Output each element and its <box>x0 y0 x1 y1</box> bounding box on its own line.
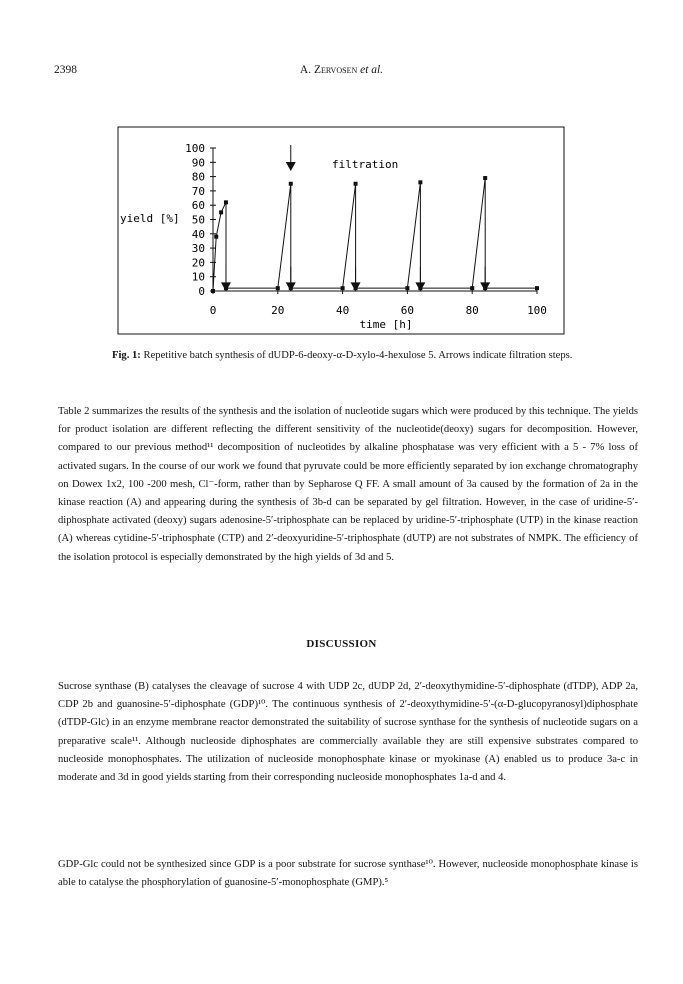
x-tick-label: 60 <box>400 304 415 317</box>
data-point <box>483 176 487 180</box>
data-point <box>214 235 218 239</box>
paragraph-discussion-1: Sucrose synthase (B) catalyses the cleavage of sucrose 4 with UDP 2c, dUDP 2d, 2′-deoxythymidine-5′-diphosphate (dTDP), ADP 2a, CDP 2b and guanosine-5′-diphosphate (GDP)¹⁰. The continuous synthesis of 2′-deoxythymidine-5′-(α-D-glucopyranosyl)diphosphate (dTDP-Glc) in an enzyme membrane reactor demonstrated the suitability of sucrose synthase for the synthesis of nucleotide sugars on a preparative scale¹¹. Although nucleoside diphosphates are commercially available they are still expensive substrates compared to nucleoside monophosphates. The utilization of nucleoside monophosphate kinase or myokinase (A) enabled us to produce 3a-c in moderate and 3d in good yields starting from their corresponding nucleoside monophosphates 1a-d and 4. <box>58 681 638 784</box>
y-tick-label: 30 <box>191 242 205 256</box>
annotation-arrow-head <box>286 162 296 171</box>
y-tick-label: 40 <box>191 227 205 241</box>
data-point <box>224 200 228 204</box>
y-tick-label: 80 <box>191 170 205 184</box>
paragraph-discussion-2: GDP-Glc could not be synthesized since GDP is a poor substrate for sucrose synthase¹⁰. However, nucleoside monophosphate kinase is able to catalyse the phosphorylation of guanosine-5′-monophosphate (GMP).⁵ <box>58 859 638 889</box>
data-point <box>211 289 215 293</box>
paragraph-results: Table 2 summarizes the results of the synthesis and the isolation of nucleotide sugars which were produced by this technique. The yields for product isolation are different reflecting the different sensitivity of the nucleotide(deoxy) sugars for decomposition. However, compared to our previous method¹¹ decomposition of nucleotides by alkaline phosphatase was very efficient with a 5 - 7% loss of activated sugars. In the course of our work we found that pyruvate could be more efficiently separated by ion exchange chromatography on Dowex 1x2, 100 -200 mesh, Cl⁻-form, rather than by Sepharose Q FF. A small amount of 3a caused by the formation of 2a in the kinase reaction (A) and appearing during the synthesis of 3b-d can be separated by gel filtration. However, in the case of uridine-5′-diphosphate activated (deoxy) sugars adenosine-5′-triphosphate can be replaced by uridine-5′-triphosphate (UTP) in the kinase reaction (A) whereas cytidine-5′-triphosphate (CTP) and 2′-deoxyuridine-5′-triphosphate (dUTP) are not substrates of NMPK. The efficiency of the isolation protocol is especially demonstrated by the high yields of 3d and 5. <box>58 406 638 563</box>
yield-series-line <box>213 178 537 291</box>
filtration-arrow-head <box>480 282 490 291</box>
author-initial: A. <box>299 64 312 76</box>
data-point <box>219 210 223 214</box>
author-suffix: et al. <box>360 64 384 76</box>
y-tick-label: 100 <box>185 142 205 155</box>
y-tick-label: 20 <box>191 256 205 270</box>
figure-caption <box>112 347 582 364</box>
filtration-annotation: filtration <box>332 158 399 171</box>
data-point <box>289 182 293 186</box>
data-point <box>535 286 539 290</box>
x-axis-label: time [h] <box>359 318 413 331</box>
page-number: 2398 <box>54 64 77 76</box>
y-tick-label: 60 <box>191 199 205 213</box>
x-tick-label: 0 <box>209 304 217 317</box>
filtration-arrow-head <box>286 282 296 291</box>
data-point <box>341 286 345 290</box>
filtration-arrow-head <box>351 282 361 291</box>
data-point <box>354 182 358 186</box>
data-point <box>405 286 409 290</box>
filtration-arrow-head <box>221 282 231 291</box>
y-tick-label: 50 <box>191 213 205 227</box>
caption-label: Fig. 1: <box>112 350 141 361</box>
y-tick-label: 0 <box>198 285 205 298</box>
filtration-arrow-head <box>415 282 425 291</box>
y-tick-label: 10 <box>191 270 205 284</box>
x-tick-label: 80 <box>465 304 479 317</box>
y-tick-label: 90 <box>191 156 205 170</box>
section-heading-discussion: DISCUSSION <box>306 638 377 650</box>
data-point <box>418 180 422 184</box>
data-point <box>276 286 280 290</box>
x-tick-label: 20 <box>271 304 285 317</box>
x-tick-label: 100 <box>527 304 547 317</box>
data-point <box>470 286 474 290</box>
x-tick-label: 40 <box>335 304 350 317</box>
y-axis-label: yield [%] <box>120 212 180 225</box>
chart-series <box>211 176 539 293</box>
figure-1-chart <box>0 0 683 345</box>
author-surname: Zervosen <box>313 64 358 76</box>
y-tick-label: 70 <box>191 184 205 198</box>
caption-text: Repetitive batch synthesis of dUDP-6-deoxy-α-D-xylo-4-hexulose 5. Arrows indicate filtration steps. <box>143 350 573 361</box>
